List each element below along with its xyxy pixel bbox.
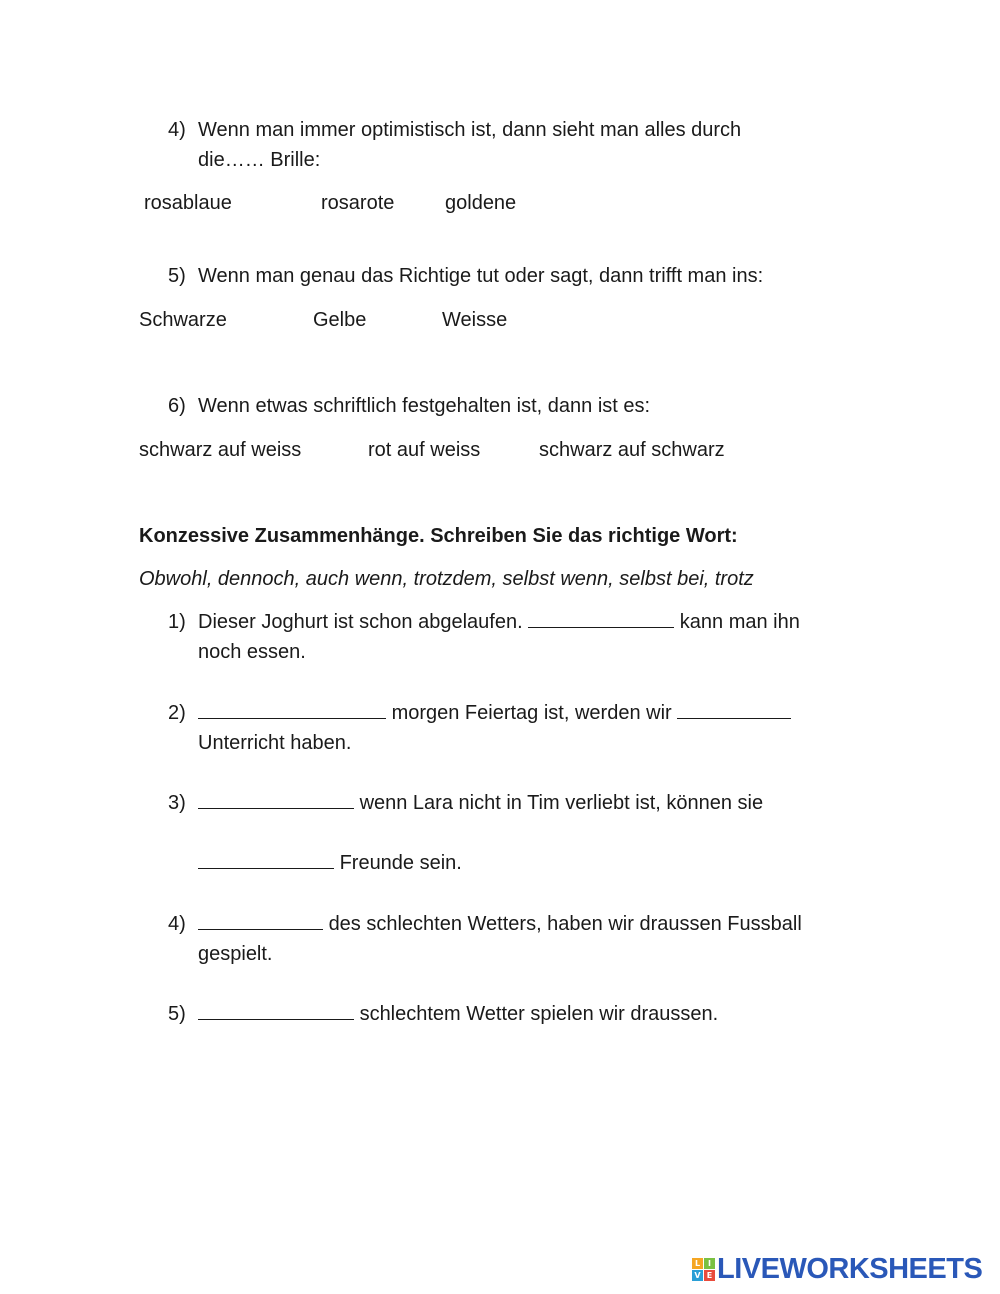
item-3-line-2 <box>198 848 462 878</box>
logo-tile-v: V <box>692 1270 703 1281</box>
question-5-option-3[interactable]: Weisse <box>442 309 508 331</box>
item-4-blank[interactable] <box>198 911 323 930</box>
question-6-option-3[interactable]: schwarz auf schwarz <box>539 439 725 461</box>
question-6-option-2[interactable]: rot auf weiss <box>368 439 481 461</box>
question-4-option-2[interactable]: rosarote <box>321 192 395 214</box>
item-5-blank[interactable] <box>198 1001 354 1020</box>
logo-tile-l: L <box>692 1258 703 1269</box>
item-4-line <box>198 909 802 939</box>
liveworksheets-logo-icon <box>692 1258 715 1281</box>
item-1-text-b: kann man ihn <box>679 611 800 633</box>
item-1-text-cont: noch essen. <box>198 641 306 663</box>
word-bank: Obwohl, dennoch, auch wenn, trotzdem, selbst wenn, selbst bei, trotz <box>139 568 754 590</box>
question-6-option-1[interactable]: schwarz auf weiss <box>139 439 302 461</box>
item-2-blank-2[interactable] <box>677 700 791 719</box>
item-3-blank-2[interactable] <box>198 850 334 869</box>
liveworksheets-logo[interactable] <box>692 1252 982 1286</box>
item-1-text-a: Dieser Joghurt ist schon abgelaufen. <box>198 611 523 633</box>
question-4-option-3[interactable]: goldene <box>445 192 517 214</box>
item-4-text-cont: gespielt. <box>198 943 273 965</box>
question-5-number: 5) <box>168 265 186 287</box>
question-4-text-cont: die…… Brille: <box>198 149 321 171</box>
question-4-number: 4) <box>168 119 186 141</box>
item-5-text-a: schlechtem Wetter spielen wir draussen. <box>359 1003 719 1025</box>
item-5-line <box>198 999 718 1029</box>
item-3-blank-1[interactable] <box>198 790 354 809</box>
item-4-text-a: des schlechten Wetters, haben wir draussen Fussball <box>328 913 802 935</box>
item-2-blank-1[interactable] <box>198 700 386 719</box>
item-2-text-cont: Unterricht haben. <box>198 732 352 754</box>
question-4-option-1[interactable]: rosablaue <box>144 192 232 214</box>
item-3-line <box>198 788 763 818</box>
logo-tile-i: I <box>704 1258 715 1269</box>
question-4-text: Wenn man immer optimistisch ist, dann sieht man alles durch <box>198 119 742 141</box>
item-1-number: 1) <box>168 611 186 633</box>
item-3-text-a: wenn Lara nicht in Tim verliebt ist, können sie <box>359 792 764 814</box>
item-1-blank[interactable] <box>528 609 674 628</box>
item-2-line <box>198 698 791 728</box>
item-3-number: 3) <box>168 792 186 814</box>
question-6-number: 6) <box>168 395 186 417</box>
item-5-number: 5) <box>168 1003 186 1025</box>
logo-tile-e: E <box>704 1270 715 1281</box>
section-heading: Konzessive Zusammenhänge. Schreiben Sie das richtige Wort: <box>139 525 738 547</box>
item-2-number: 2) <box>168 702 186 724</box>
item-3-text-b: Freunde sein. <box>339 852 462 874</box>
item-1-line <box>198 607 800 637</box>
question-5-text: Wenn man genau das Richtige tut oder sagt, dann trifft man ins: <box>198 265 764 287</box>
logo-text: LIVEWORKSHEETS <box>717 1252 983 1285</box>
item-2-text-a: morgen Feiertag ist, werden wir <box>391 702 672 724</box>
question-5-option-2[interactable]: Gelbe <box>313 309 367 331</box>
question-5-option-1[interactable]: Schwarze <box>139 309 227 331</box>
item-4-number: 4) <box>168 913 186 935</box>
question-6-text: Wenn etwas schriftlich festgehalten ist, dann ist es: <box>198 395 651 417</box>
